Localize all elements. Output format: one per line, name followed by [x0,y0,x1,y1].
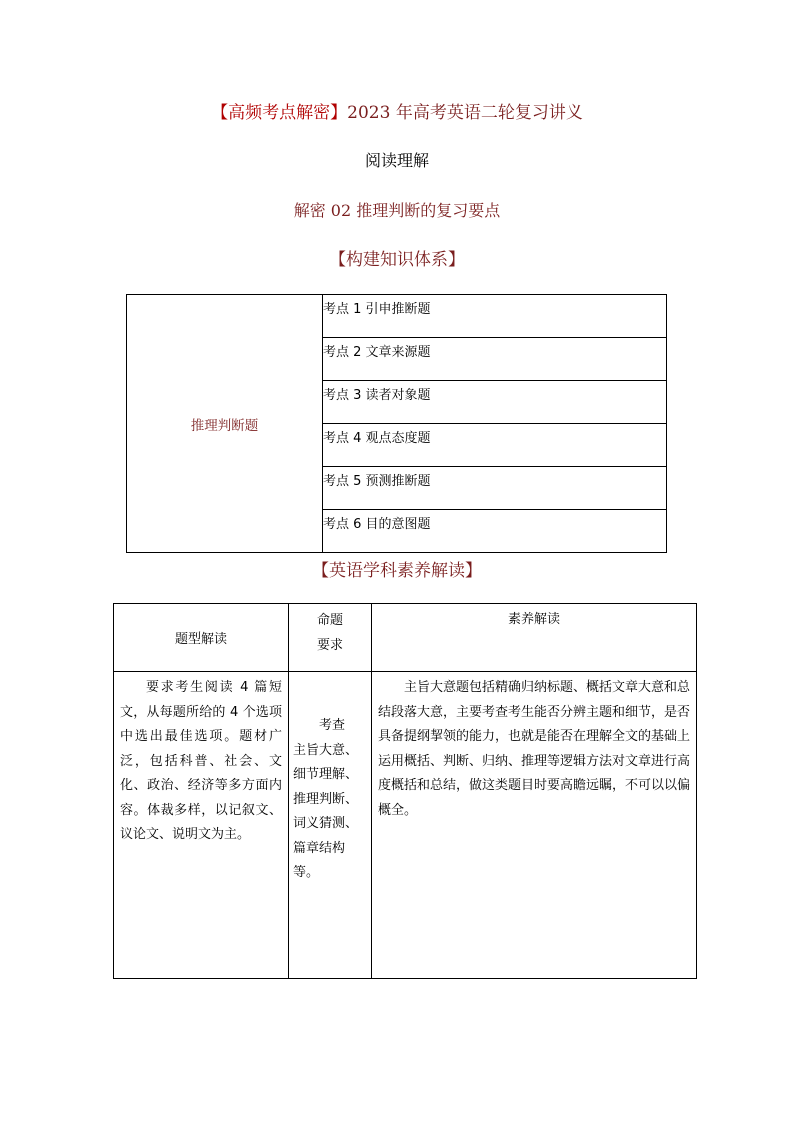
knowledge-table [126,294,667,553]
knowledge-point-2: 考点 2 文章来源题 [323,338,666,381]
header-literacy: 素养解读 [372,604,696,672]
requirement-text [289,672,372,978]
main-title [0,98,794,123]
header-requirement-line-2: 要求 [316,638,343,653]
literacy-table [113,603,697,979]
banner-knowledge-system: 【构建知识体系】 [329,250,465,270]
banner-literacy-reading: 【英语学科素养解读】 [312,561,482,581]
knowledge-category: 推理判断题 [127,295,323,552]
knowledge-point-5: 考点 5 预测推断题 [323,467,666,510]
knowledge-point-1: 考点 1 引申推断题 [323,295,666,338]
main-title-bracket: 【高频考点解密】 [211,103,348,123]
knowledge-point-4: 考点 4 观点态度题 [323,424,666,467]
header-requirement-line-1: 命题 [316,613,343,628]
subtitle: 阅读理解 [364,151,429,170]
section-title: 解密 02 推理判断的复习要点 [293,201,501,220]
knowledge-points [323,295,666,552]
knowledge-point-3: 考点 3 读者对象题 [323,381,666,424]
requirement-rest: 主旨大意、细节理解、推理判断、词义猜测、篇章结构等。 [293,742,359,880]
knowledge-point-6: 考点 6 目的意图题 [323,517,431,532]
header-question-type: 题型解读 [114,604,289,672]
main-title-text: 2023 年高考英语二轮复习讲义 [347,103,583,123]
requirement-first: 考查 [319,718,346,733]
question-type-text: 要求考生阅读 4 篇短文，从每题所给的 4 个选项中选出最佳选项。题材广泛，包括科普、社会、文化、政治、经济等多方面内容。体裁多样，以记叙文、议论文、说明文为主。 [114,672,289,978]
literacy-text: 主旨大意题包括精确归纳标题、概括文章大意和总结段落大意，主要考查考生能否分辨主题和细节，是否具备提纲挈领的能力，也就是能否在理解全文的基础上运用概括、判断、归纳、推理等逻辑方法对文章进行高度概括和总结，做这类题目时要高瞻远瞩，不可以以偏概全。 [378,680,691,818]
header-requirement [289,604,372,672]
